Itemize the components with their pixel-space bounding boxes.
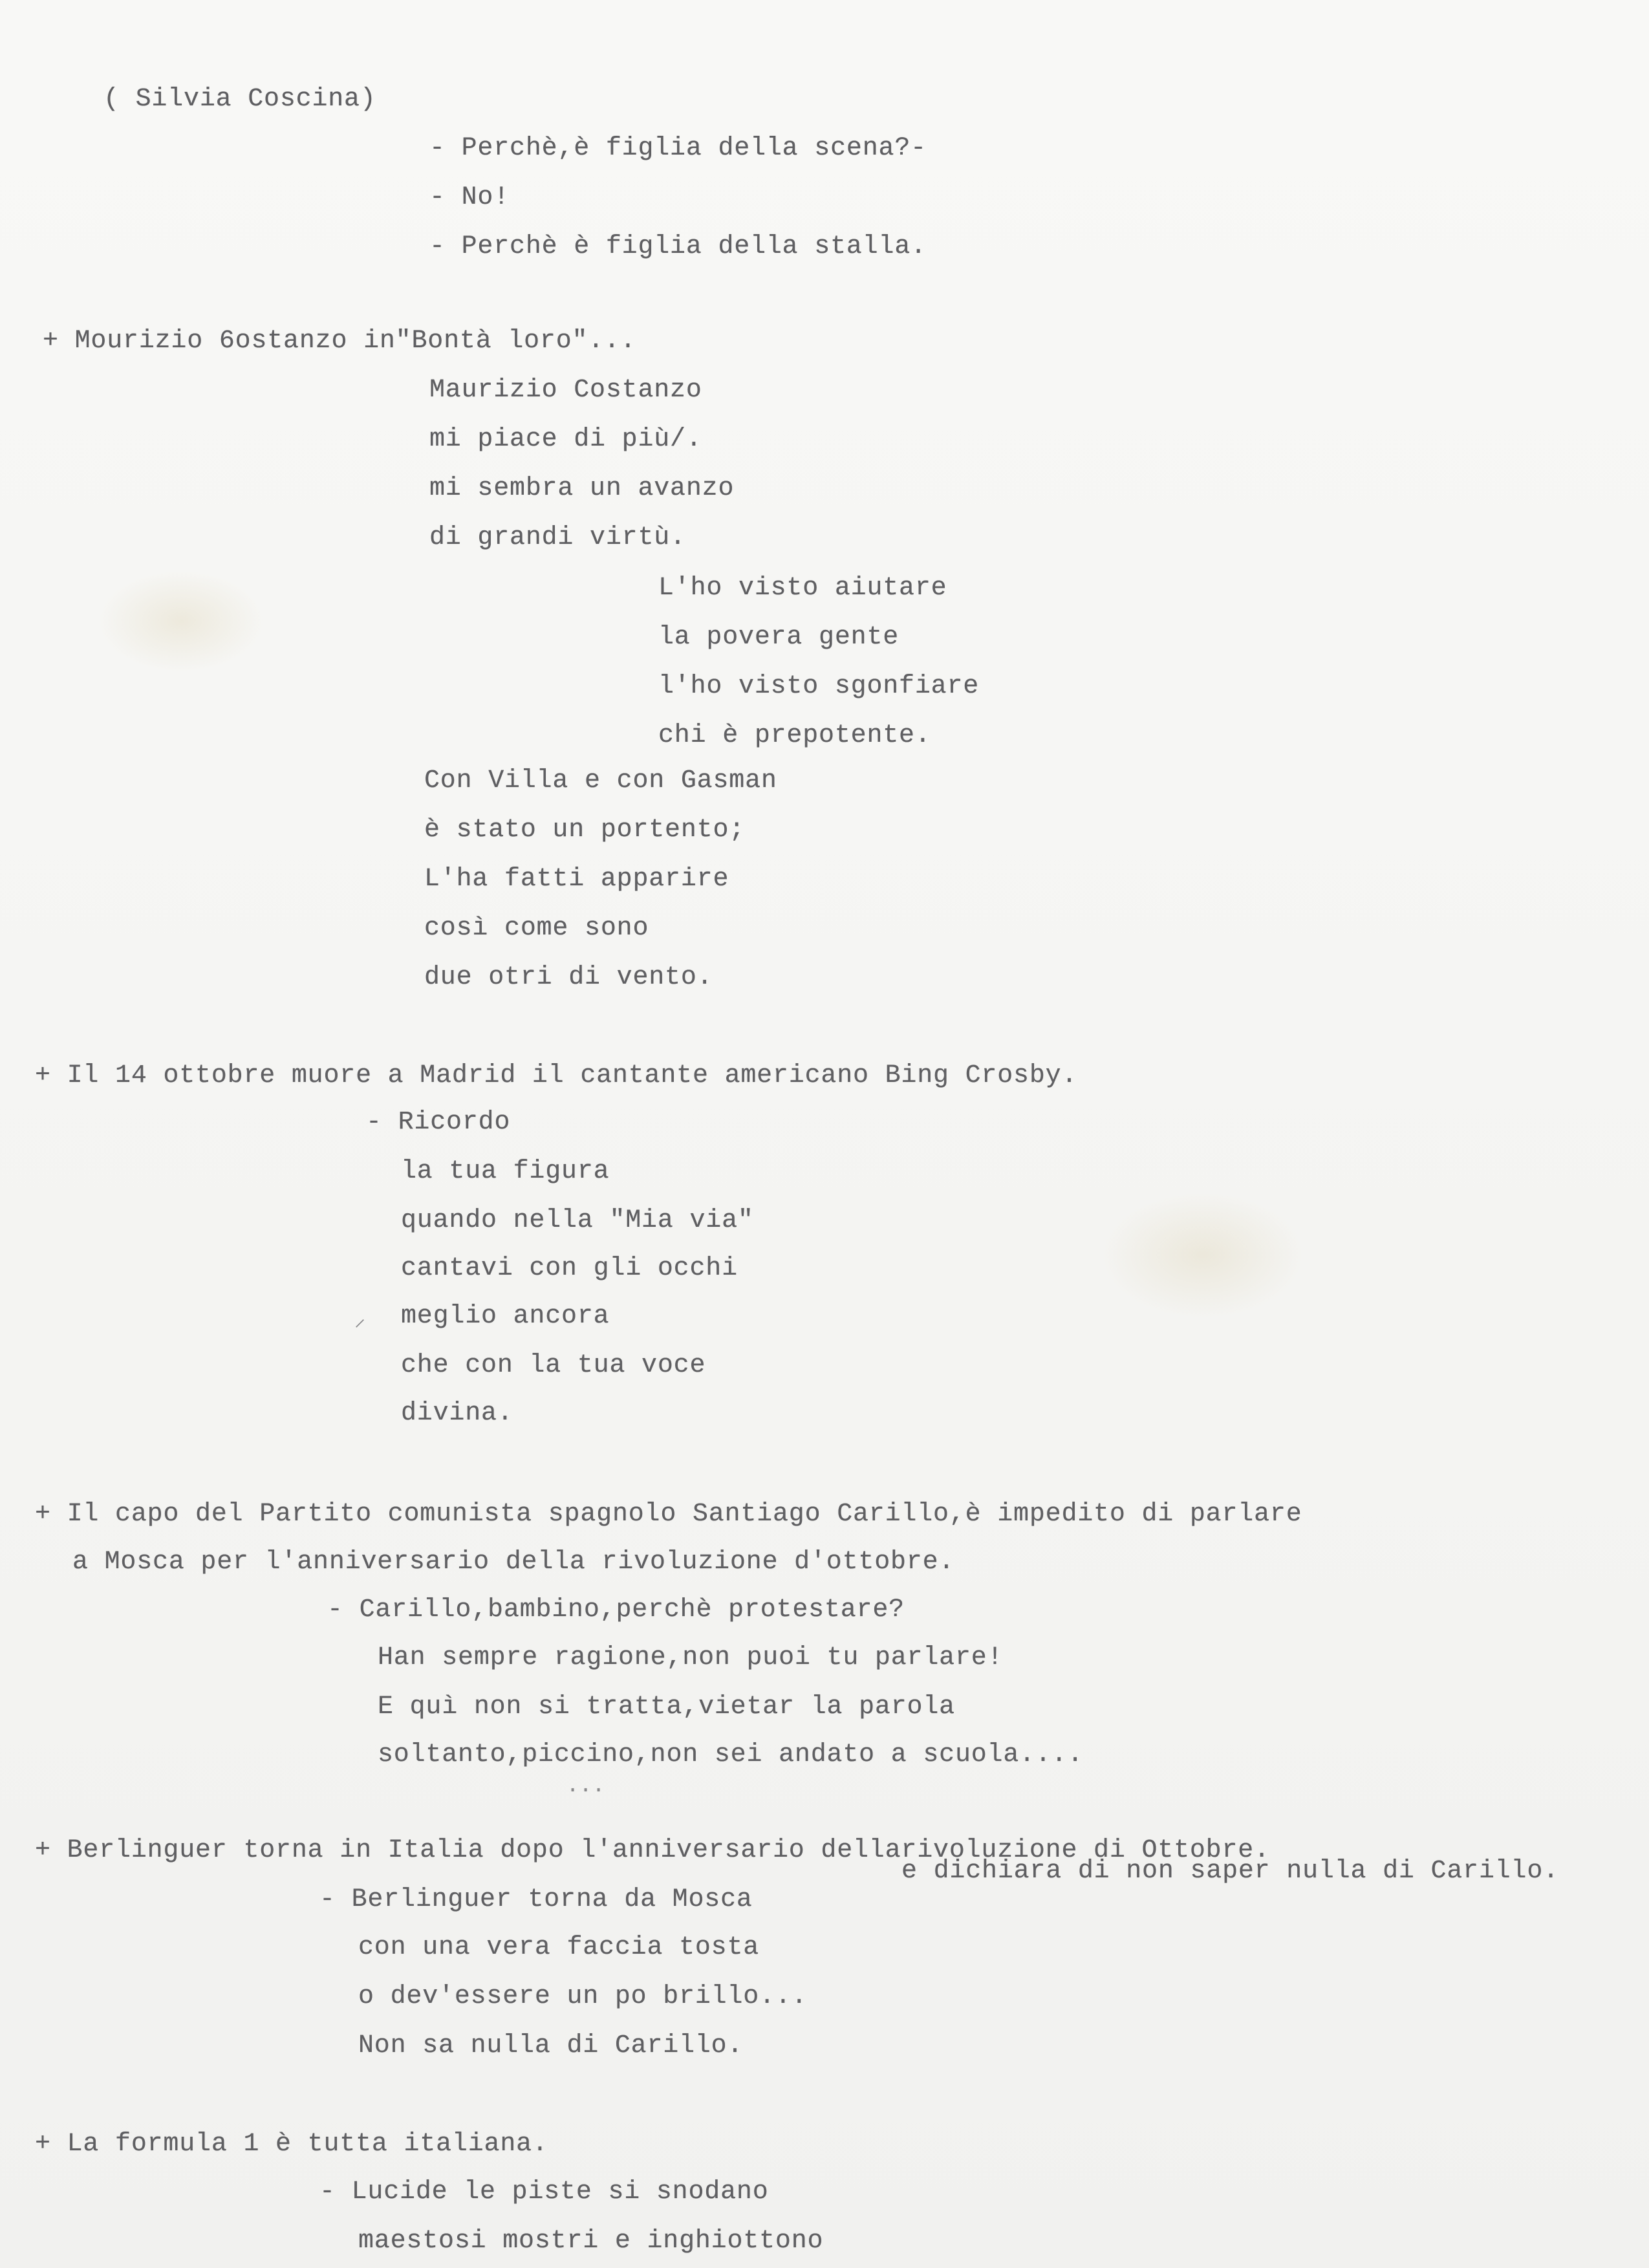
doc-line: Maurizio Costanzo bbox=[429, 376, 702, 405]
doc-line: Con Villa e con Gasman bbox=[424, 766, 777, 795]
doc-line: - Perchè,è figlia della scena?- bbox=[429, 134, 927, 163]
doc-line: - Perchè è figlia della stalla. bbox=[429, 232, 927, 261]
doc-line: è stato un portento; bbox=[424, 815, 746, 845]
paper-stain bbox=[1099, 1190, 1306, 1319]
doc-line: - No! bbox=[429, 183, 510, 212]
doc-line: mi sembra un avanzo bbox=[429, 474, 735, 503]
doc-line: L'ho visto aiutare bbox=[658, 574, 947, 603]
doc-line: meglio ancora bbox=[401, 1302, 610, 1331]
doc-line: ... bbox=[566, 1774, 606, 1798]
doc-line: o dev'essere un po brillo... bbox=[358, 1982, 808, 2011]
doc-line: + Berlinguer torna in Italia dopo l'anniversario dellarivoluzione di Ottobre. bbox=[35, 1836, 1270, 1865]
doc-line: - Carillo,bambino,perchè protestare? bbox=[327, 1595, 905, 1625]
doc-line: cantavi con gli occhi bbox=[401, 1254, 738, 1283]
doc-line: - Ricordo bbox=[366, 1108, 511, 1137]
doc-line: ( Silvia Coscina) bbox=[103, 85, 376, 114]
doc-line: + Il 14 ottobre muore a Madrid il cantante americano Bing Crosby. bbox=[35, 1061, 1078, 1090]
doc-line: a Mosca per l'anniversario della rivoluzione d'ottobre. bbox=[72, 1548, 955, 1577]
doc-line: + Mourizio 6ostanzo in"Bontà loro"... bbox=[43, 327, 636, 356]
doc-line: - Lucide le piste si snodano bbox=[319, 2177, 769, 2207]
doc-line: maestosi mostri e inghiottono bbox=[358, 2227, 824, 2256]
ink-mark-icon: ⸝ bbox=[354, 1308, 365, 1333]
doc-line: la povera gente bbox=[658, 623, 900, 652]
doc-line: due otri di vento. bbox=[424, 963, 713, 992]
doc-line: - Berlinguer torna da Mosca bbox=[319, 1885, 753, 1914]
doc-line: L'ha fatti apparire bbox=[424, 865, 729, 894]
paper-stain bbox=[97, 569, 265, 673]
doc-line: soltanto,piccino,non sei andato a scuola.... bbox=[378, 1740, 1084, 1769]
doc-line: chi è prepotente. bbox=[658, 721, 931, 750]
doc-line: Non sa nulla di Carillo. bbox=[358, 2031, 744, 2060]
doc-line: + La formula 1 è tutta italiana. bbox=[35, 2130, 548, 2159]
doc-line: e dichiara di non saper nulla di Carillo. bbox=[901, 1857, 1559, 1886]
doc-line: quando nella "Mia via" bbox=[401, 1206, 754, 1235]
doc-line: così come sono bbox=[424, 914, 649, 943]
doc-line: con una vera faccia tosta bbox=[358, 1933, 760, 1962]
doc-line: E quì non si tratta,vietar la parola bbox=[378, 1692, 955, 1722]
doc-line: + Il capo del Partito comunista spagnolo Santiago Carillo,è impedito di parlare bbox=[35, 1500, 1302, 1529]
doc-line: mi piace di più/. bbox=[429, 425, 702, 454]
doc-line: Han sempre ragione,non puoi tu parlare! bbox=[378, 1643, 1004, 1672]
doc-line: che con la tua voce bbox=[401, 1351, 706, 1380]
doc-line: l'ho visto sgonfiare bbox=[658, 672, 980, 701]
doc-line: divina. bbox=[401, 1399, 513, 1428]
doc-line: la tua figura bbox=[401, 1157, 610, 1186]
doc-line: di grandi virtù. bbox=[429, 523, 686, 552]
